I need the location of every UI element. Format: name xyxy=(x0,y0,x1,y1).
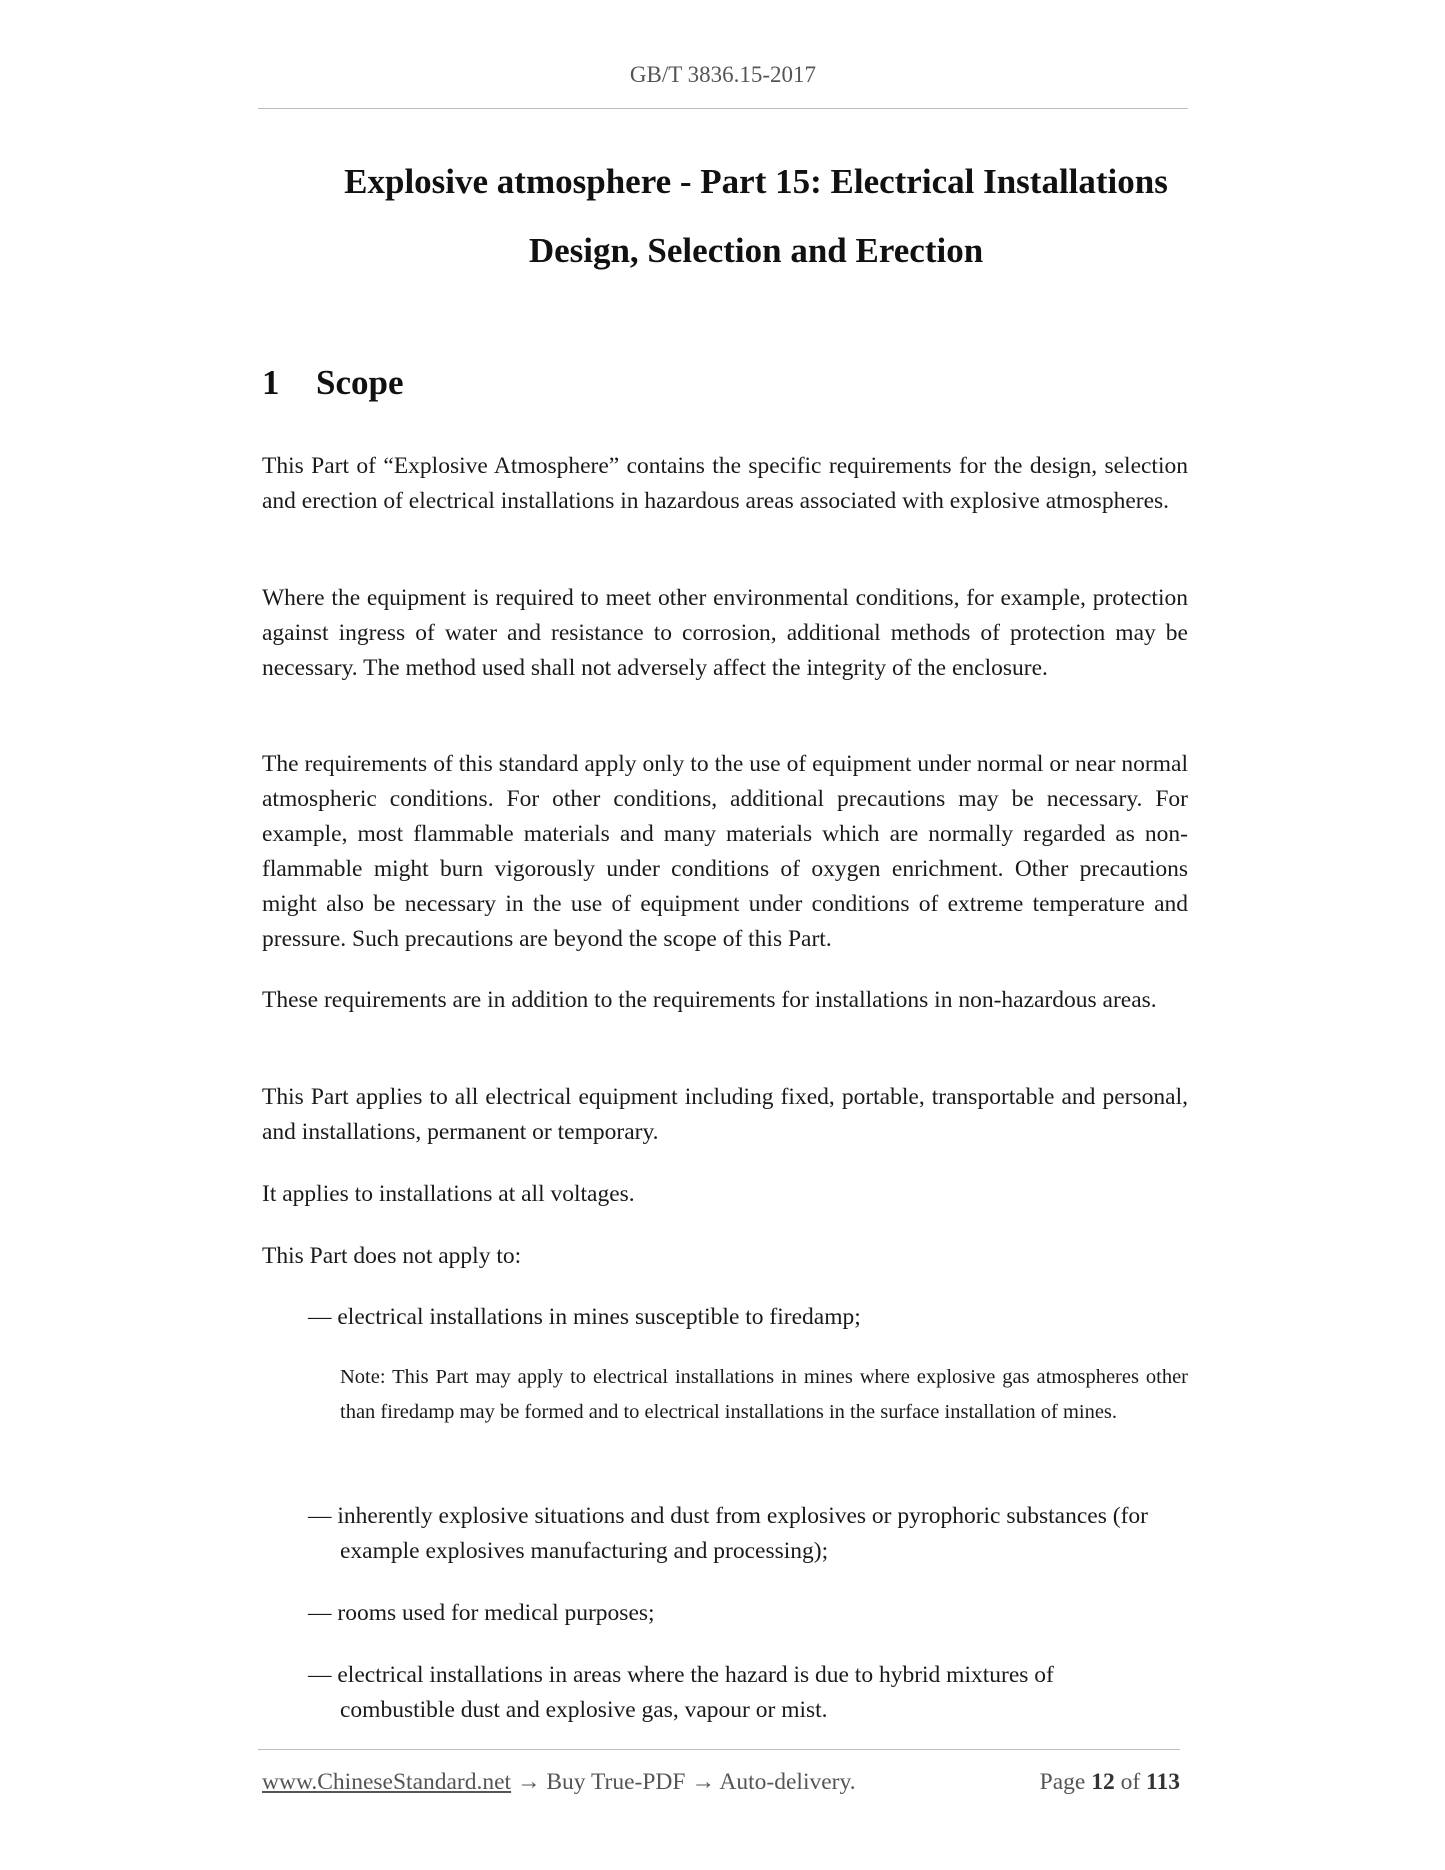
list-item-continuation: example explosives manufacturing and processing); xyxy=(340,1538,829,1564)
list-item xyxy=(308,1658,1188,1728)
note: Note: This Part may apply to electrical installations in mines where explosive gas atmospheres other than firedamp may be formed and to electrical installations in the surface installation of mines. xyxy=(340,1366,1188,1423)
list-item-text: electrical installations in areas where the hazard is due to hybrid mixtures of xyxy=(337,1662,1054,1688)
paragraph-4: These requirements are in addition to the requirements for installations in non-hazardous areas. xyxy=(262,987,1157,1013)
page-label: Page xyxy=(1039,1769,1086,1795)
list-item xyxy=(308,1499,1188,1569)
paragraph-2: Where the equipment is required to meet other environmental conditions, for example, protection against ingress of water and resistance to corrosion, additional methods of protection may be necessary. The method used shall not adversely affect the integrity of the enclosure. xyxy=(262,585,1188,681)
list-dash: — xyxy=(308,1304,332,1330)
footer-divider xyxy=(258,1749,1180,1750)
list-dash: — xyxy=(308,1503,332,1529)
list-item-text: electrical installations in mines susceptible to firedamp; xyxy=(337,1304,861,1330)
header-divider xyxy=(258,108,1188,109)
list-item-text: rooms used for medical purposes; xyxy=(337,1600,655,1626)
section-number: 1 xyxy=(262,363,280,402)
list-item-continuation: combustible dust and explosive gas, vapour or mist. xyxy=(340,1697,828,1723)
document-title-line-2: Design, Selection and Erection xyxy=(528,231,984,270)
of-label: of xyxy=(1120,1769,1141,1795)
auto-delivery-text: Auto-delivery. xyxy=(719,1769,856,1795)
list-item xyxy=(308,1596,1188,1631)
page-footer xyxy=(262,1769,1180,1796)
list-dash: — xyxy=(308,1662,332,1688)
section-heading xyxy=(262,363,404,403)
total-pages: 113 xyxy=(1146,1769,1180,1795)
arrow-icon: → xyxy=(516,1769,541,1795)
document-header: GB/T 3836.15-2017 xyxy=(629,62,817,87)
list-item-text: inherently explosive situations and dust from explosives or pyrophoric substances (for xyxy=(337,1503,1148,1529)
website-link[interactable]: www.ChineseStandard.net xyxy=(262,1769,512,1795)
section-title: Scope xyxy=(316,363,404,402)
list-dash: — xyxy=(308,1600,332,1626)
paragraph-5: This Part applies to all electrical equipment including fixed, portable, transportable and personal, and installations, permanent or temporary. xyxy=(262,1084,1188,1145)
paragraph-1: This Part of “Explosive Atmosphere” contains the specific requirements for the design, selection and erection of electrical installations in hazardous areas associated with explosive atmospheres. xyxy=(262,453,1188,514)
page-number: 12 xyxy=(1091,1769,1115,1795)
buy-pdf-text: Buy True-PDF xyxy=(546,1769,686,1795)
paragraph-7: This Part does not apply to: xyxy=(262,1243,522,1269)
list-item xyxy=(308,1300,1188,1335)
page-indicator xyxy=(1040,1769,1180,1796)
paragraph-3: The requirements of this standard apply only to the use of equipment under normal or near normal atmospheric conditions. For other conditions, additional precautions may be necessary. For example, most flammable materials and many materials which are normally regarded as non-flammable might burn vigorously under conditions of oxygen enrichment. Other precautions might also be necessary in the use of equipment under conditions of extreme temperature and pressure. Such precautions are beyond the scope of this Part. xyxy=(262,751,1188,952)
document-title-line-1: Explosive atmosphere - Part 15: Electrical Installations xyxy=(344,162,1168,201)
paragraph-6: It applies to installations at all voltages. xyxy=(262,1181,635,1207)
arrow-icon: → xyxy=(691,1769,715,1795)
